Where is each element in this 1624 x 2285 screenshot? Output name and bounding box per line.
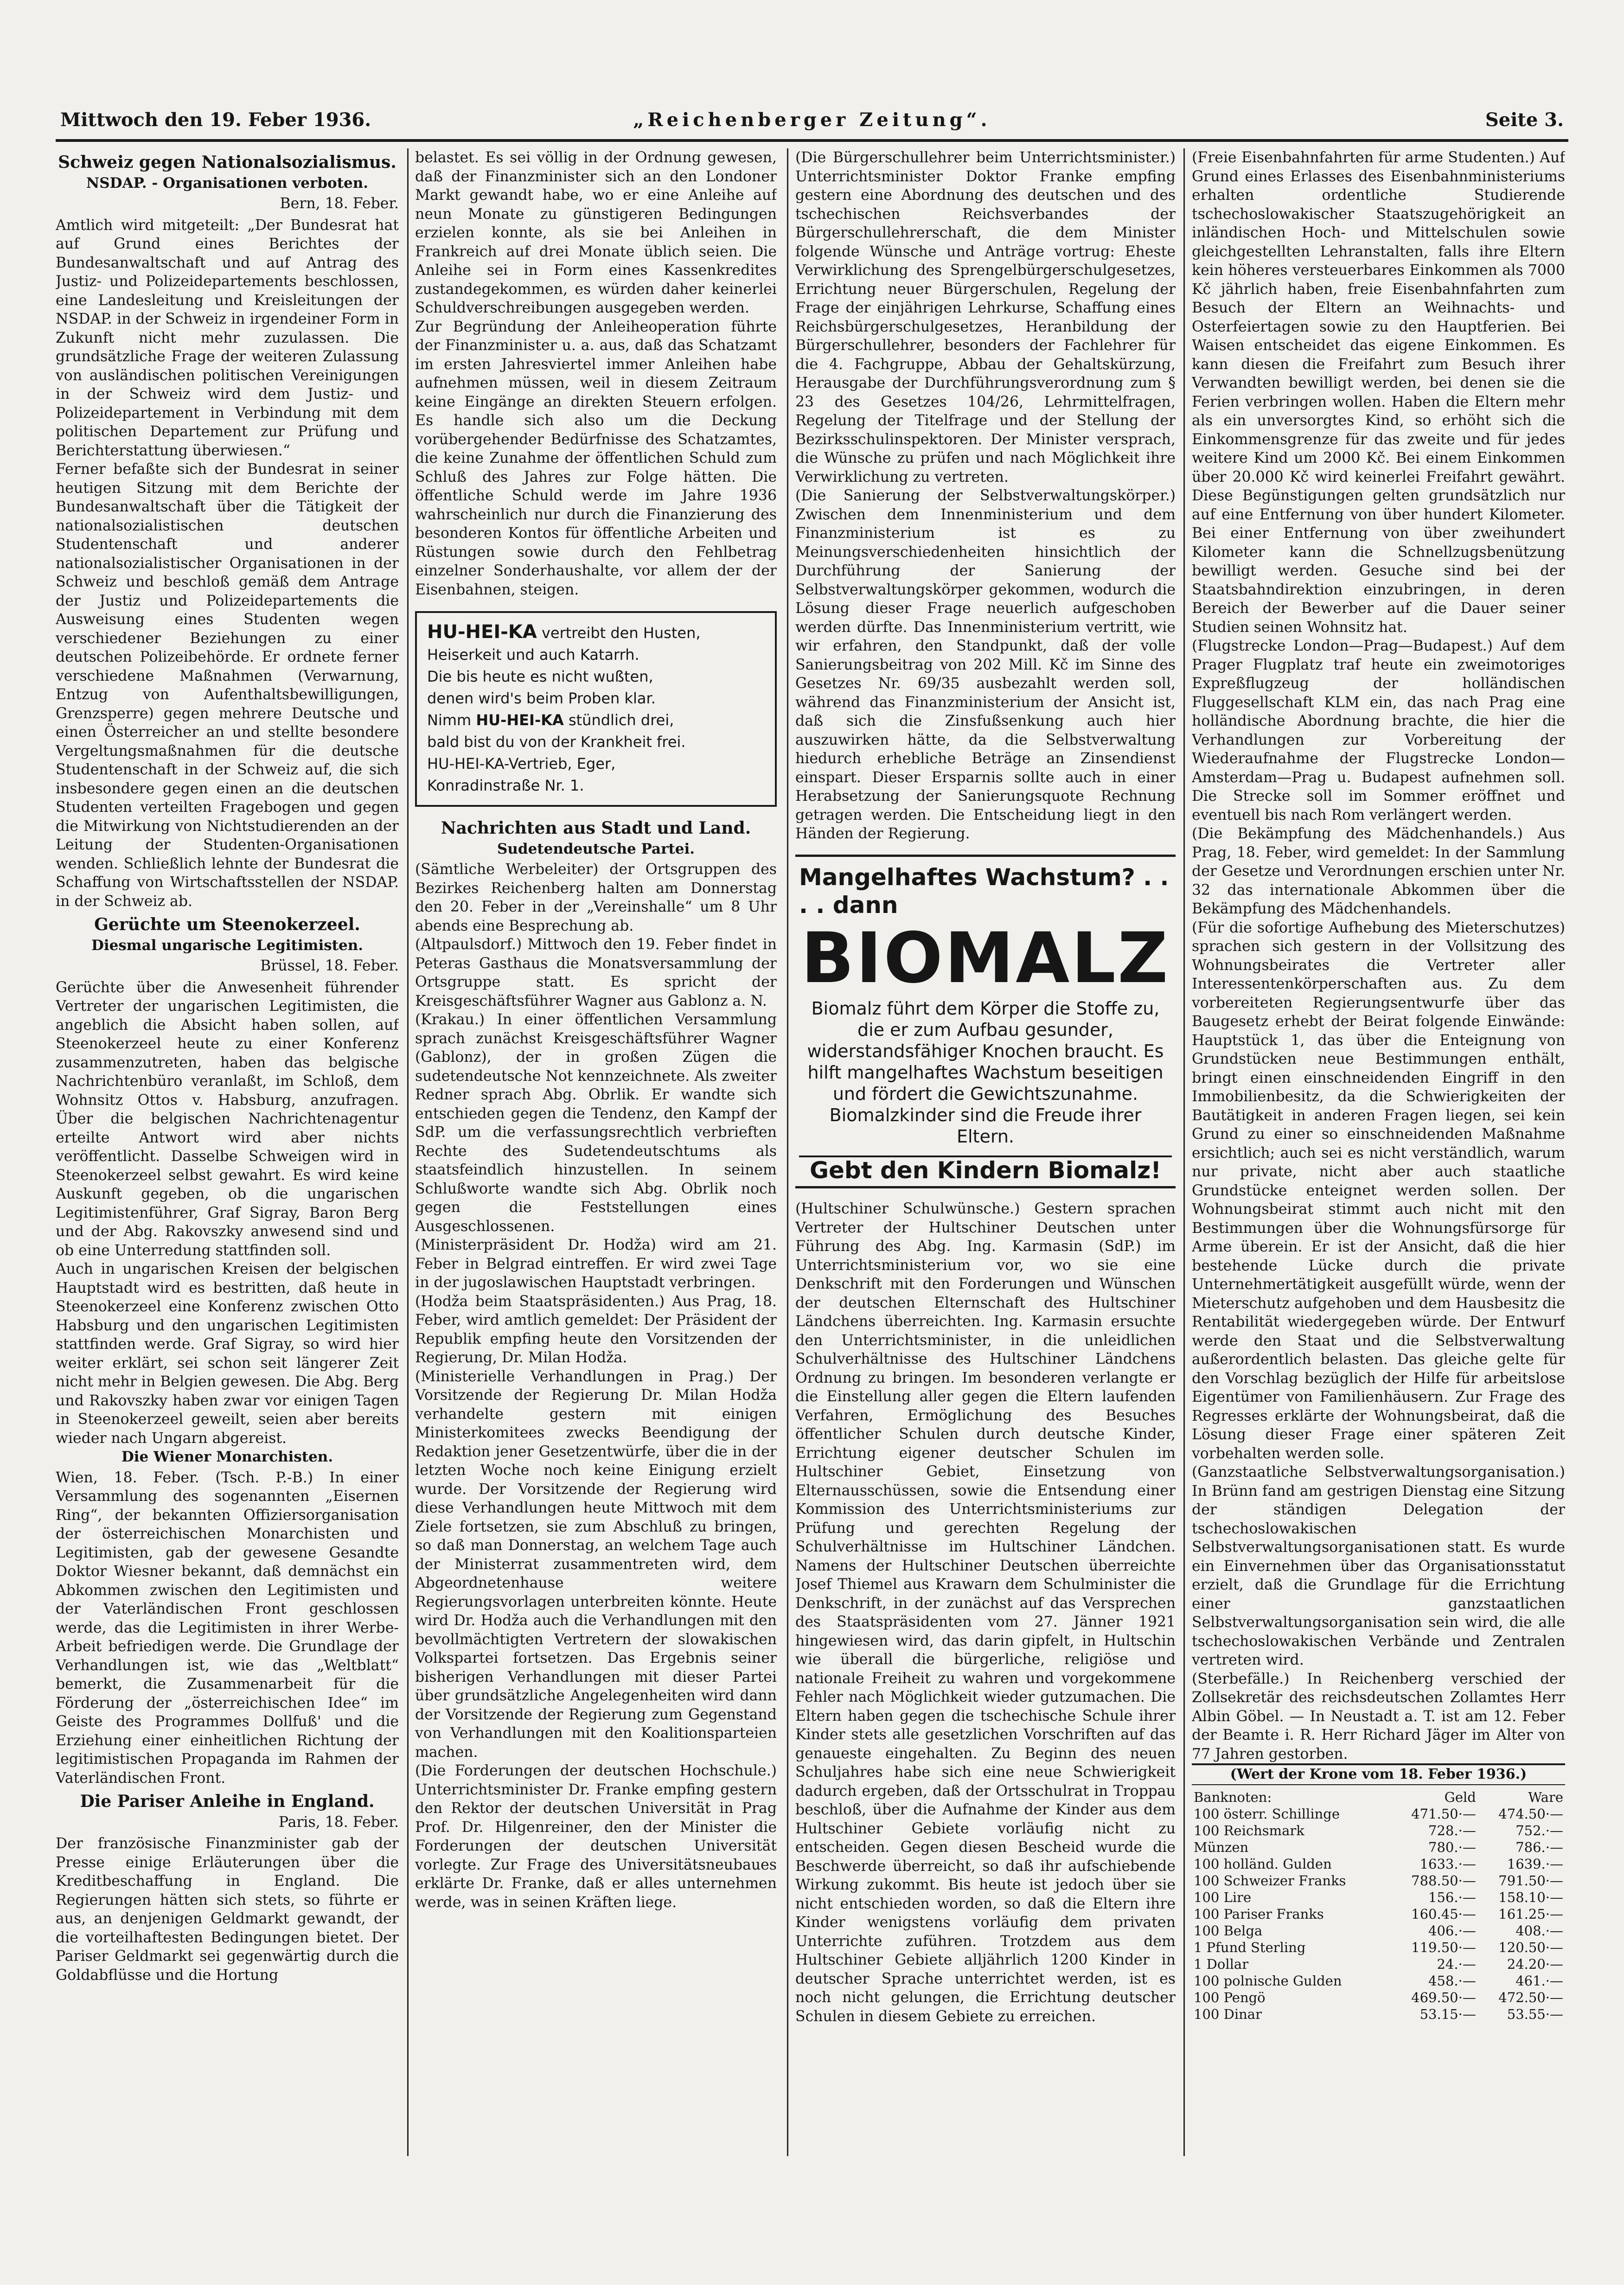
rate-cell-ware: 161.25·— <box>1498 1906 1563 1922</box>
table-row <box>1192 1972 1565 1989</box>
article-paragraph: (Die Bürgerschullehrer beim Unterrichtsminister.) Unterrichtsminister Doktor Franke empfing gestern eine Abordnung des deutschen und des tschechischen Reichsverbandes der Bürgerschullehrerschaft, die dem Minister folgende Wünsche und Anträge vortrug: Eheste Verwirklichung des Sprengelbürgerschulgesetzes, Errichtung neuer Bürgerschulen, Regelung der Frage der einjährigen Lehrkurse, Schaffung eines Reichsbürgerschulgesetzes, Heranbildung der Bürgerschullehrer, besonders der Fachlehrer für die 4. Fachgruppe, Abbau der Gehaltskürzung, Herausgabe der Durchführungsverordnung zum § 23 des Gesetzes 104/26, Lehrmittelfragen, Regelung der Titelfrage und der Stellung der Bezirksschulinspektoren. Der Minister versprach, die Wünsche zu prüfen und nach Möglichkeit ihre Verwirklichung zu vertreten. <box>795 149 1176 485</box>
masthead-page-number: Seite 3. <box>1485 109 1564 131</box>
advertisement-biomalz <box>795 855 1176 1189</box>
ad-line: bald bist du von der Krankheit frei. <box>427 733 686 751</box>
article-paragraph: (Hultschiner Schulwünsche.) Gestern sprachen Vertreter der Hultschiner Deutschen unter Führung des Abg. Ing. Karmasin (SdP.) im Unterrichtsministerium vor, wo sie eine Denkschrift mit den Forderungen und Wünschen der deutschen Elternschaft des Hultschiner Ländchens überreichten. Ing. Karmasin ersuchte den Unterrichtsminister, in die unleidlichen Schulverhältnisse des Hultschiner Ländchens Ordnung zu bringen. Im besonderen verlangte er die Einstellung aller gegen die Eltern laufenden Verfahren, Ermöglichung des Besuches öffentlicher Schulen durch deutsche Kinder, Errichtung eigener deutscher Schulen im Hultschiner Gebiet, Einsetzung von Elternausschüssen, sowie die Entsendung einer Kommission des Unterrichtsministeriums zur Prüfung und gerechten Regelung der Schulverhältnisse im Hultschiner Ländchen. Namens der Hultschiner Deutschen überreichte Josef Thiemel aus Krawarn dem Schulminister die Denkschrift, in der zunächst auf das Versprechen des Staatspräsidenten vom 27. Jänner 1921 hingewiesen wird, das darin gipfelt, in Hultschin wie überall die bürgerliche, religiöse und nationale Freiheit zu wahren und vorgekommene Fehler nach Möglichkeit wieder gutzumachen. Die Eltern haben gegen die tschechische Schule ihrer Kinder stets alle gesetzlichen Vorschriften auf das genaueste eingehalten. Zu Beginn des neuen Schuljahres habe sich eine neue Schwierigkeit dadurch ergeben, daß der Ortsschulrat in Troppau beschloß, über die Aufnahme der Kinder aus dem Hultschiner Gebiete vorläufig nicht zu entscheiden. Gegen diesen Bescheid wurde die Beschwerde überreicht, so daß ihr aufschiebende Wirkung zukommt. Bis heute ist jedoch über sie nicht entschieden worden, so daß die Eltern ihre Kinder wenigstens vorläufig dem privaten Unterrichte zuführen. Trotzdem aus dem Hultschiner Gebiete alljährlich 1200 Kinder in deutscher Sprache unterrichtet werden, ist es noch nicht gelungen, die Errichtung deutscher Schulen in diesem Gebiete zu erreichen. <box>795 1200 1176 2025</box>
column-2 <box>415 148 777 2212</box>
rate-cell-geld: 458.·— <box>1428 1972 1476 1989</box>
rate-cell-geld: 728.·— <box>1428 1822 1476 1838</box>
rate-cell-name: 100 holländ. Gulden <box>1194 1856 1332 1872</box>
article-paragraph: (Die Forderungen der deutschen Hochschule.) Unterrichtsminister Dr. Franke empfing gestern den Rektor der deutschen Universität in Prag Prof. Dr. Hilgenreiner, den der Minister die Forderungen der deutschen Universität vorlegte. Zur Frage des Universitätsneubaues erklärte Dr. Franke, daß er alles unternehmen werde, was in seinen Kräften liege. <box>415 1762 777 1911</box>
rate-cell-name: 100 polnische Gulden <box>1194 1972 1342 1989</box>
article-paragraph: (Ministerpräsident Dr. Hodža) wird am 21. Feber in Belgrad eintreffen. Er wird zwei Tage in der jugoslawischen Hauptstadt verbringen. <box>415 1237 777 1291</box>
ad-brand: HU-HEI-KA <box>476 711 564 729</box>
ad-line: vertreibt den Husten, <box>541 624 701 642</box>
rate-cell-ware: 791.50·— <box>1498 1872 1563 1889</box>
column-3 <box>795 148 1176 2212</box>
article-paragraph: Ferner befaßte sich der Bundesrat in seiner heutigen Sitzung mit dem Berichte der Bundesanwaltschaft über die Tätigkeit der nationalsozialistischen deutschen Studentenschaft und anderer nationalsozialistischer Organisationen in der Schweiz und beschloß gemäß dem Antrage der Justiz und Polizeidepartements die Ausweisung eines Studenten wegen verschiedener Beziehungen zu einer deutschen Polizeibehörde. Er ordnete ferner verschiedene Maßnahmen (Verwarnung, Entzug von Aufenthaltsbewilligungen, Grenzsperre) gegen mehrere Deutsche und einen Österreicher an und stellte besondere Vergeltungsmaßnahmen für die deutsche Studentenschaft in der Schweiz auf, die sich insbesondere gegen einen an die deutschen Studenten verteilten Fragebogen und gegen die Mitwirkung von Nichtstudierenden an der Leitung der Studenten-Organisationen wenden. Schließlich lehnte der Bundesrat die Schaffung von Wirtschaftsstellen der NSDAP. in der Schweiz ab. <box>56 461 399 910</box>
table-row <box>1192 1922 1565 1939</box>
exchange-rates-title: (Wert der Krone vom 18. Feber 1936.) <box>1192 1763 1565 1785</box>
article-headline: Die Wiener Monarchisten. <box>121 1449 333 1465</box>
ad-line: Heiserkeit und auch Katarrh. <box>427 646 639 664</box>
article-paragraph: Gerüchte über die Anwesenheit führender Vertreter der ungarischen Legitimisten, die angeblich die Absicht haben sollen, auf Steenokerzeel heute zu einer Konferenz zusammenzutreten, haben das belgische Nachrichtenbüro veranlaßt, im Schloß, dem Wohnsitz Ottos v. Habsburg, anzufragen. Über die belgischen Nachrichtenagentur erteilte Antwort wird aber nichts veröffentlicht. Dasselbe Schweigen wird in Steenokerzeel selbst gewahrt. Es wird keine Auskunft gegeben, ob die ungarischen Legitimistenführer, Graf Sigray, Baron Berg und der Abg. Rakovszky anwesend sind und ob eine Unterredung stattfinden soll. <box>56 979 399 1259</box>
article-paragraph: Der französische Finanzminister gab der Presse einige Erläuterungen über die Kreditbeschaffung in England. Die Regierungen hätten sich stets, so führte er aus, an denjenigen Geldmarkt gewandt, der die vorteilhaftesten Bedingungen bietet. Der Pariser Geldmarkt sei gegenwärtig durch die Goldabflüsse und die Hortung <box>56 1835 399 1984</box>
section-headline: Nachrichten aus Stadt und Land. <box>441 818 751 838</box>
rate-cell-geld: 119.50·— <box>1411 1939 1476 1955</box>
article-paragraph: (Krakau.) In einer öffentlichen Versammlung sprach zunächst Kreisgeschäftsführer Wagner (Gablonz), der in großen Zügen die sudetendeutsche Not kennzeichnete. Als zweiter Redner sprach Abg. Obrlik. Er wandte sich entschieden gegen die Tendenz, den Kampf der SdP. um die verfassungsrechtlich verbrieften Rechte des Sudetendeutschtums als staatsfeindlich hinzustellen. In seinem Schlußworte wandte sich Abg. Obrlik noch gegen die Feststellungen eines Ausgeschlossenen. <box>415 1011 777 1235</box>
article-paragraph: (Sterbefälle.) In Reichenberg verschied der Zollsekretär des reichsdeutschen Zollamtes Herr Albin Göbel. — In Neustadt a. T. ist am 12. Feber der Beamte i. R. Herr Richard Jäger im Alter von 77 Jahren gestorben. <box>1192 1670 1565 1762</box>
rate-cell-geld: 471.50·— <box>1411 1806 1476 1822</box>
ad-brand: BIOMALZ <box>801 918 1170 999</box>
article-paragraph: Auch in ungarischen Kreisen der belgischen Hauptstadt wird es bestritten, daß heute in Steenokerzeel eine Konferenz zwischen Otto Habsburg und den ungarischen Legitimisten stattfinden werde. Graf Sigray, so wird hier weiter erklärt, sei schon seit längerer Zeit nicht mehr in Belgien gewesen. Die Abg. Berg und Rakovszky haben zwar vor einigen Tagen in Steenokerzeel geweilt, seien aber bereits wieder nach Ungarn abgereist. <box>56 1261 399 1447</box>
rate-cell-ware: 786.·— <box>1515 1839 1563 1855</box>
ad-line: Nimm <box>427 711 472 729</box>
rate-cell-name: 100 österr. Schillinge <box>1194 1806 1340 1822</box>
rate-cell-geld: 1633.·— <box>1419 1856 1476 1872</box>
article-paragraph: Amtlich wird mitgeteilt: „Der Bundesrat hat auf Grund eines Berichtes der Bundesanwaltschaft und auf Antrag des Justiz- und Polizeidepartements beschlossen, eine Landesleitung und Kreisleitungen der NSDAP. in der Schweiz in irgendeiner Form in Zukunft nicht mehr zuzulassen. Die grundsätzliche Frage der weiteren Zulassung von ausländischen politischen Vereinigungen in der Schweiz wird dem Justiz- und Polizeidepartement in Verbindung mit dem politischen Departement zur Prüfung und Berichterstattung überwiesen.“ <box>56 217 399 459</box>
rate-cell-ware: 474.50·— <box>1498 1806 1563 1822</box>
table-row <box>1192 1839 1565 1856</box>
ad-brand: HU-HEI-KA <box>427 621 537 643</box>
ad-tagline: Mangelhaftes Wachstum? . . . . dann <box>799 863 1169 919</box>
rate-cell-ware: 408.·— <box>1515 1922 1563 1939</box>
article-paragraph: (Hodža beim Staatspräsidenten.) Aus Prag, 18. Feber, wird amtlich gemeldet: Der Präsident der Republik empfing heute den Vorsitzenden der Regierung, Dr. Milan Hodža. <box>415 1293 777 1366</box>
rate-cell-name: 100 Pariser Franks <box>1194 1906 1324 1922</box>
article-paragraph: belastet. Es sei völlig in der Ordnung gewesen, daß der Finanzminister sich an den Londoner Markt gewandt habe, wo er eine Anleihe auf neun Monate zu günstigeren Bedingungen erzielen konnte, als sie bei Anleihen in Frankreich auf drei Monate üblich seien. Die Anleihe sei in Form eines Kassenkredites zustandegekommen, es würden daher keinerlei Schuldverschreibungen ausgegeben werden. <box>415 149 777 316</box>
ad-line: stündlich drei, <box>568 711 674 729</box>
rate-cell-name: 100 Schweizer Franks <box>1194 1872 1346 1889</box>
table-row <box>1192 1939 1565 1956</box>
table-row <box>1192 1856 1565 1872</box>
table-row <box>1192 1956 1565 1972</box>
rate-cell-geld: 24.·— <box>1437 1956 1476 1972</box>
column-header: Geld <box>1444 1789 1476 1805</box>
article-subheadline: Diesmal ungarische Legitimisten. <box>91 937 364 954</box>
rate-cell-name: 100 Lire <box>1194 1889 1252 1905</box>
ad-slogan: Gebt den Kindern Biomalz! <box>799 1155 1172 1180</box>
rate-cell-name: 1 Pfund Sterling <box>1194 1939 1306 1955</box>
ad-line: HU-HEI-KA-Vertrieb, Eger, <box>427 755 616 772</box>
table-row <box>1192 1906 1565 1922</box>
article-paragraph: (Die Bekämpfung des Mädchenhandels.) Aus Prag, 18. Feber, wird gemeldet: In der Sammlung der Gesetze und Verordnungen erschien unter Nr. 32 das internationale Abkommen über die Bekämpfung des Mädchenhandels. <box>1192 825 1565 917</box>
article-paragraph: (Freie Eisenbahnfahrten für arme Studenten.) Auf Grund eines Erlasses des Eisenbahnministeriums erhalten ordentliche Studierende tschechoslowakischer Staatszugehörigkeit an inländischen Hoch- und Mittelschulen sowie gleichgestellten Lehranstalten, falls ihre Eltern kein höheres versteuerbares Einkommen als 7000 Kč jährlich haben, freie Eisenbahnfahrten zum Besuch der Eltern an Weihnachts- und Osterfeiertagen sowie zu den Hauptferien. Bei Waisen entscheidet das eigene Einkommen. Es kann diesen die Freifahrt zum Besuch ihrer Verwandten bewilligt werden, bei denen sie die Ferien verbringen wollen. Haben die Eltern mehr als ein unversorgtes Kind, so erhöht sich die Einkommensgrenze für das zweite und für jedes weitere Kind um 2000 Kč. Bei einem Einkommen über 20.000 Kč wird keinerlei Freifahrt gewährt. Diese Begünstigungen gelten grundsätzlich nur auf eine Entfernung von über hundert Kilometer. Bei einer Entfernung von über zweihundert Kilometer kann die Schnellzugsbenützung bewilligt werden. Gesuche sind bei der Staatsbahndirektion einzubringen, in deren Bereich der Bewerber auf die Dauer seiner Studien seinen Wohnsitz hat. <box>1192 149 1565 636</box>
rate-cell-ware: 752.·— <box>1515 1822 1563 1838</box>
article-dateline: Paris, 18. Feber. <box>278 1813 399 1831</box>
article-paragraph: (Ganzstaatliche Selbstverwaltungsorganisation.) In Brünn fand am gestrigen Dienstag eine Sitzung der ständigen Delegation der tschechoslowakischen Selbstverwaltungsorganisationen statt. Es wurde ein Einvernehmen über das Organisationsstatut erzielt, daß die Grundlage für die Errichtung einer ganzstaatlichen Selbstverwaltungsorganisation sein wird, die alle tschechoslowakischen Verbände und Zentralen vertreten wird. <box>1192 1464 1565 1668</box>
rate-cell-ware: 158.10·— <box>1498 1889 1563 1905</box>
rate-cell-geld: 156.·— <box>1428 1889 1476 1905</box>
rate-cell-geld: 788.50·— <box>1411 1872 1476 1889</box>
rate-cell-geld: 469.50·— <box>1411 1989 1476 2005</box>
article-paragraph: Wien, 18. Feber. (Tsch. P.-B.) In einer Versammlung des sogenannten „Eisernen Ring“, der bekannten Offiziersorganisation der österreichischen Monarchisten und Legitimisten, gab der gewesene Gesandte Doktor Wiesner bekannt, daß demnächst ein Abkommen zwischen den Legitimisten und der Vaterländischen Front geschlossen werde, das die Legitimisten in ihrer Werbe-Arbeit befriedigen werde. Die Grundlage der Verhandlungen ist, wie das „Weltblatt“ bemerkt, die Zusammenarbeit für die Förderung der „österreichischen Idee“ im Geiste des Programmes Dollfuß' und die Erziehung einer einheitlichen Richtung der legitimistischen Propaganda im Rahmen der Vaterländischen Front. <box>56 1469 399 1787</box>
article-paragraph: (Die Sanierung der Selbstverwaltungskörper.) Zwischen dem Innenministerium und dem Finanzministerium ist es zu Meinungsverschiedenheiten hinsichtlich der Durchführung der Sanierung der Selbstverwaltungskörper gekommen, wodurch die Lösung dieser Frage neuerlich aufgeschoben werden dürfte. Das Innenministerium vertritt, wie wir erfahren, den Standpunkt, daß der volle Sanierungsbeitrag von 202 Mill. Kč im Sinne des Gesetzes Nr. 69/35 ausbezahlt werden soll, während das Finanzministerium der Ansicht ist, daß sich die Zinsfußsenkung auch hier auszuwirken hätte, da die Selbstverwaltung hiedurch erhebliche Beträge an Zinsendienst einspart. Dieser Ersparnis sollte auch in einer Herabsetzung der Sanierungsquote Rechnung getragen werden. Die Entscheidung liegt in den Händen der Regierung. <box>795 487 1176 842</box>
rate-cell-geld: 780.·— <box>1428 1839 1476 1855</box>
rate-cell-ware: 53.55·— <box>1507 2006 1563 2022</box>
column-divider <box>407 148 409 2156</box>
article-paragraph: (Flugstrecke London—Prag—Budapest.) Auf dem Prager Flugplatz traf heute ein zweimotoriges Expreßflugzeug der holländischen Fluggesellschaft KLM ein, das nach Prag eine holländische Abordnung brachte, die hier die Verhandlungen zur Vorbereitung der Wiederaufnahme der Flugstrecke London—Amsterdam—Prag u. Budapest aufnehmen soll. Die Strecke soll im Sommer eröffnet und eventuell bis nach Rom verlängert werden. <box>1192 638 1565 823</box>
article-subheadline: NSDAP. - Organisationen verboten. <box>86 174 369 191</box>
masthead-title: „Reichenberger Zeitung“. <box>633 109 991 131</box>
article-headline: Die Pariser Anleihe in England. <box>80 1792 375 1811</box>
article-dateline: Brüssel, 18. Feber. <box>260 957 399 974</box>
rate-cell-name: 1 Dollar <box>1194 1956 1249 1972</box>
rate-cell-name: 100 Reichsmark <box>1194 1822 1304 1838</box>
column-header: Banknoten: <box>1194 1789 1272 1805</box>
column-header: Ware <box>1528 1789 1563 1805</box>
table-row <box>1192 1822 1565 1839</box>
table-row <box>1192 1989 1565 2006</box>
rate-cell-geld: 53.15·— <box>1419 2006 1476 2022</box>
article-paragraph: (Altpaulsdorf.) Mittwoch den 19. Feber findet in Peteras Gasthaus die Monatsversammlung der Ortsgruppe statt. Es spricht der Kreisgeschäftsführer Wagner aus Gablonz a. N. <box>415 936 777 1009</box>
rate-cell-geld: 406.·— <box>1428 1922 1476 1939</box>
rate-cell-geld: 160.45·— <box>1411 1906 1476 1922</box>
rate-cell-name: 100 Belga <box>1194 1922 1263 1939</box>
exchange-rates-table <box>1192 1789 1565 2023</box>
masthead <box>60 109 1564 137</box>
article-dateline: Bern, 18. Feber. <box>280 195 399 212</box>
ad-line: Die bis heute es nicht wußten, <box>427 668 653 685</box>
ad-line: denen wird's beim Proben klar. <box>427 689 656 707</box>
rate-cell-ware: 1639.·— <box>1507 1856 1563 1872</box>
article-paragraph: Zur Begründung der Anleiheoperation führte der Finanzminister u. a. aus, daß das Schatzamt im ersten Jahresviertel immer Anleihen habe aufnehmen müssen, weil in diesem Zeitraum keine Eingänge an direkten Steuern erfolgen. Es handle sich also um die Deckung vorübergehender Bedürfnisse des Schatzamtes, die keine Zunahme der öffentlichen Schuld zum Schluß des Jahres zur Folge hätten. Die öffentliche Schuld werde im Jahre 1936 wahrscheinlich nur durch die Finanzierung des besonderen Kontos für öffentliche Arbeiten und Rüstungen sowie durch den Fehlbetrag einzelner Sonderhaushalte, vor allem der der Eisenbahnen, steigen. <box>415 318 777 598</box>
table-header-row <box>1192 1789 1565 1806</box>
rate-cell-ware: 120.50·— <box>1498 1939 1563 1955</box>
ad-line: Konradinstraße Nr. 1. <box>427 777 584 794</box>
article-headline: Gerüchte um Steenokerzeel. <box>94 915 360 934</box>
table-row <box>1192 1889 1565 1906</box>
column-divider <box>787 148 788 2156</box>
column-divider <box>1183 148 1185 2156</box>
article-paragraph: (Ministerielle Verhandlungen in Prag.) Der Vorsitzende der Regierung Dr. Milan Hodža verhandelte gestern mit einigen Ministerkomitees zwecks Beendigung der Redaktion jener Gesetzentwürfe, über die in der letzten Woche noch keine Einigung erzielt wurde. Der Vorsitzende der Regierung wird diese Verhandlungen heute Mittwoch mit dem Ziele fortsetzen, sie zum Abschluß zu bringen, so daß man Donnerstag, an welchem Tage auch der Ministerrat zusammentreten wird, dem Abgeordnetenhause weitere Regierungsvorlagen unterbreiten könnte. Heute wird Dr. Hodža auch die Verhandlungen mit den bevollmächtigten Vertretern der slowakischen Volkspartei fortsetzen. Das Ergebnis seiner bisherigen Verhandlungen mit dieser Partei über grundsätzliche Angelegenheiten wird dann der Vorsitzende der Regierung zum Gegenstand von Verhandlungen mit den Koalitionsparteien machen. <box>415 1368 777 1761</box>
rate-cell-name: Münzen <box>1194 1839 1249 1855</box>
table-row <box>1192 1872 1565 1889</box>
table-row <box>1192 1806 1565 1822</box>
ad-body: Biomalz führt dem Körper die Stoffe zu, die er zum Aufbau gesunder, widerstandsfähiger Knochen braucht. Es hilft mangelhaftes Wachstum beseitigen und fördert die Gewichtszunahme. Biomalzkinder sind die Freude ihrer Eltern. <box>807 998 1164 1147</box>
advertisement-huheika <box>415 611 777 807</box>
rate-cell-ware: 461.·— <box>1515 1972 1563 1989</box>
section-subheadline: Sudetendeutsche Partei. <box>497 840 695 857</box>
rate-cell-ware: 472.50·— <box>1498 1989 1563 2005</box>
masthead-rule <box>56 139 1568 142</box>
rate-cell-name: 100 Pengö <box>1194 1989 1266 2005</box>
article-headline: Schweiz gegen Nationalsozialismus. <box>58 153 396 172</box>
rate-cell-ware: 24.20·— <box>1507 1956 1563 1972</box>
article-paragraph: (Sämtliche Werbeleiter) der Ortsgruppen des Bezirkes Reichenberg halten am Donnerstag den 20. Feber in der „Vereinshalle“ um 8 Uhr abends eine Besprechung ab. <box>415 861 777 934</box>
rate-cell-name: 100 Dinar <box>1194 2006 1262 2022</box>
table-row <box>1192 2006 1565 2023</box>
article-paragraph: (Für die sofortige Aufhebung des Mieterschutzes) sprachen sich gestern in der Vollsitzung des Wohnungsbeirates die Vertreter aller Interessentenkörperschaften aus. Zu dem vorbereiteten Regierungsentwurfe über das Baugesetz erhebt der Beirat folgende Einwände: Hauptstück 1, das über die Enteignung von Grundstücken neue Bestimmungen enthält, bringt einen einschneidenden Eingriff in den Immobilienbesitz, da die Schwierigkeiten der Bautätigkeit in anderen Fragen liegen, sei kein Grund zu einer so einschneidenden Maßnahme ersichtlich; auch sei es nicht verständlich, warum nur private, nicht aber auch staatliche Grundstücke enteignet werden sollen. Der Wohnungsbeirat stimmt auch nicht mit den Bestimmungen über die Wohnungsfürsorge für Arme überein. Er ist der Ansicht, daß die hier bestehende Lücke durch die private Unternehmertätigkeit ausgefüllt würde, wenn der Mieterschutz aufgehoben und dem Hausbesitz die Rentabilität wiedergegeben würde. Der Entwurf werde den Staat und die Selbstverwaltung außerordentlich belasten. Das gleiche gelte für den Vorschlag bezüglich der Hilfe für arbeitslose Eigentümer von Familienhäusern. Zur Frage des Regresses erklärte der Wohnungsbeirat, daß die Lösung dieser Frage einer späteren Zeit vorbehalten werden solle. <box>1192 919 1565 1462</box>
masthead-date: Mittwoch den 19. Feber 1936. <box>60 109 371 131</box>
exchange-rates-body <box>1192 1806 1565 2023</box>
column-1 <box>56 148 399 2212</box>
column-4 <box>1192 148 1565 2212</box>
